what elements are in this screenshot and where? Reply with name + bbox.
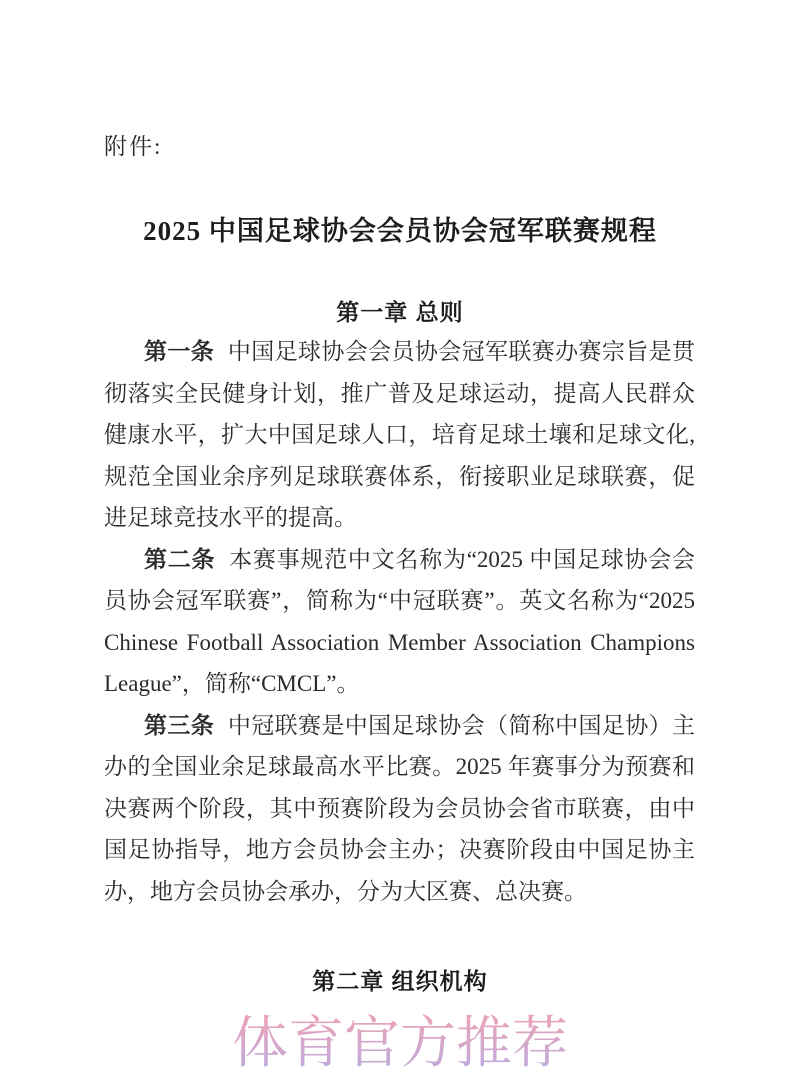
article-paragraph-1 (104, 331, 695, 539)
article-3-text: 中冠联赛是中国足球协会（简称中国足协）主办的全国业余足球最高水平比赛。2025 年赛事分为预赛和决赛两个阶段，其中预赛阶段为会员协会省市联赛，由中国足协指导，地方会员协会主办；决赛阶段由中国足协主办，地方会员协会承办，分为大区赛、总决赛。 (104, 712, 696, 904)
article-paragraph-2 (104, 539, 695, 705)
chapter-two-heading: 第二章 组织机构 (312, 968, 488, 994)
document-title: 2025 中国足球协会会员协会冠军联赛规程 (143, 216, 657, 246)
article-3-number: 第三条 (144, 712, 215, 738)
article-2-text: 本赛事规范中文名称为“2025 中国足球协会会员协会冠军联赛”，简称为“中冠联赛”。英文名称为“2025 Chinese Football Association Member Association Champions League”，简称“CMCL”。 (104, 546, 696, 696)
article-1-text: 中国足球协会会员协会冠军联赛办赛宗旨是贯彻落实全民健身计划，推广普及足球运动，提高人民群众健康水平，扩大中国足球人口，培育足球土壤和足球文化,规范全国业余序列足球联赛体系，衔接职业足球联赛，促进足球竞技水平的提高。 (104, 339, 696, 530)
article-paragraph-3 (104, 705, 695, 913)
chapter-one-heading: 第一章 总则 (336, 299, 464, 325)
attachment-label: 附件: (104, 134, 163, 159)
article-2-number: 第二条 (144, 546, 216, 572)
document-body (104, 331, 695, 912)
article-1-number: 第一条 (144, 339, 215, 364)
watermark-text: 体育官方推荐 (0, 999, 800, 1078)
